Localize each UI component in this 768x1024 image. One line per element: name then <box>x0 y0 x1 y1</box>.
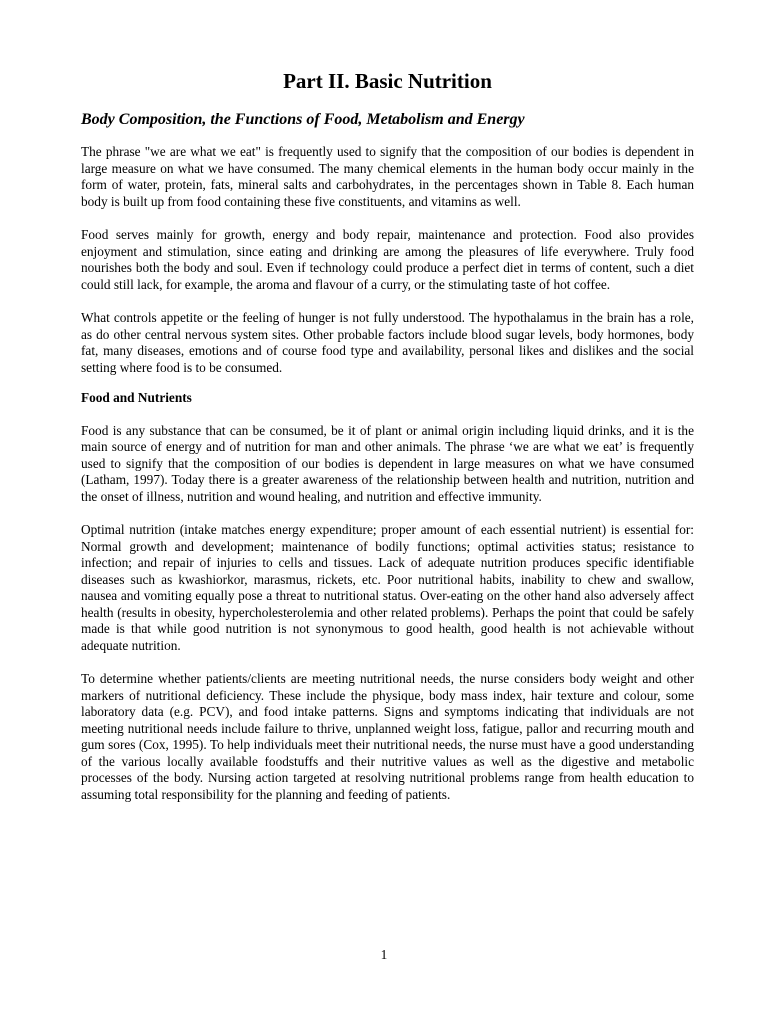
document-page <box>81 66 694 803</box>
page-title: Part II. Basic Nutrition <box>283 69 492 93</box>
paragraph-optimal-nutrition: Optimal nutrition (intake matches energy expenditure; proper amount of each essential nutrient) is essential for: Normal growth and development; maintenance of bodily functions; optimal activities status; resistance to infection; and repair of injuries to cells and tissues. Lack of adequate nutrition produces specific identifiable diseases such as kwashiorkor, marasmus, rickets, etc. Poor nutritional habits, inability to chew and swallow, nausea and vomiting equally pose a threat to nutritional status. Over-eating on the other hand also adversely affect health (results in obesity, hypercholesterolemia and other related problems). Perhaps the point that could be safely made is that while good nutrition is not synonymous to good health, good health is not achievable without adequate nutrition. <box>81 522 694 653</box>
paragraph-appetite: What controls appetite or the feeling of hunger is not fully understood. The hypothalamus in the brain has a role, as do other central nervous system sites. Other probable factors include blood sugar levels, body hormones, body fat, many diseases, emotions and of course food type and availability, personal likes and dislikes and the social setting where food is to be consumed. <box>81 310 694 375</box>
paragraph-we-are-what-we-eat: The phrase "we are what we eat" is frequently used to signify that the composition of our bodies is dependent in large measure on what we have consumed. The many chemical elements in the human body occur mainly in the form of water, protein, fats, mineral salts and carbohydrates, in the percentages shown in Table 8. Each human body is built up from food containing these five constituents, and vitamins as well. <box>81 144 694 209</box>
paragraph-food-functions: Food serves mainly for growth, energy and body repair, maintenance and protection. Food also provides enjoyment and stimulation, since eating and drinking are among the pleasures of life everywhere. Truly food nourishes both the body and soul. Even if technology could produce a perfect diet in terms of content, such a diet could still lack, for example, the aroma and flavour of a curry, or the stimulating taste of hot coffee. <box>81 227 694 292</box>
section-heading-food-and-nutrients: Food and Nutrients <box>81 390 192 405</box>
paragraph-nursing-assessment: To determine whether patients/clients are meeting nutritional needs, the nurse considers body weight and other markers of nutritional deficiency. These include the physique, body mass index, hair texture and colour, some laboratory data (e.g. PCV), and food intake patterns. Signs and symptoms indicating that individuals are not meeting nutritional needs include failure to thrive, unplanned weight loss, fatigue, pallor and recurring mouth and gum sores (Cox, 1995). To help individuals meet their nutritional needs, the nurse must have a good understanding of the various locally available foodstuffs and their nutritive values as well as the digestive and metabolic processes of the body. Nursing action targeted at resolving nutritional problems range from health education to assuming total responsibility for the planning and feeding of patients. <box>81 671 694 802</box>
page-subtitle: Body Composition, the Functions of Food, Metabolism and Energy <box>81 111 525 128</box>
page-number: 1 <box>380 947 388 962</box>
paragraph-food-definition: Food is any substance that can be consumed, be it of plant or animal origin including liquid drinks, and it is the main source of energy and of nutrition for man and other animals. The phrase ‘we are what we eat’ is frequently used to signify that the composition of our bodies is dependent in large measures on what we have consumed (Latham, 1997). Today there is a greater awareness of the relationship between health and nutrition, nutrition and the onset of illness, nutrition and wound healing, and nutrition and effective immunity. <box>81 422 694 504</box>
